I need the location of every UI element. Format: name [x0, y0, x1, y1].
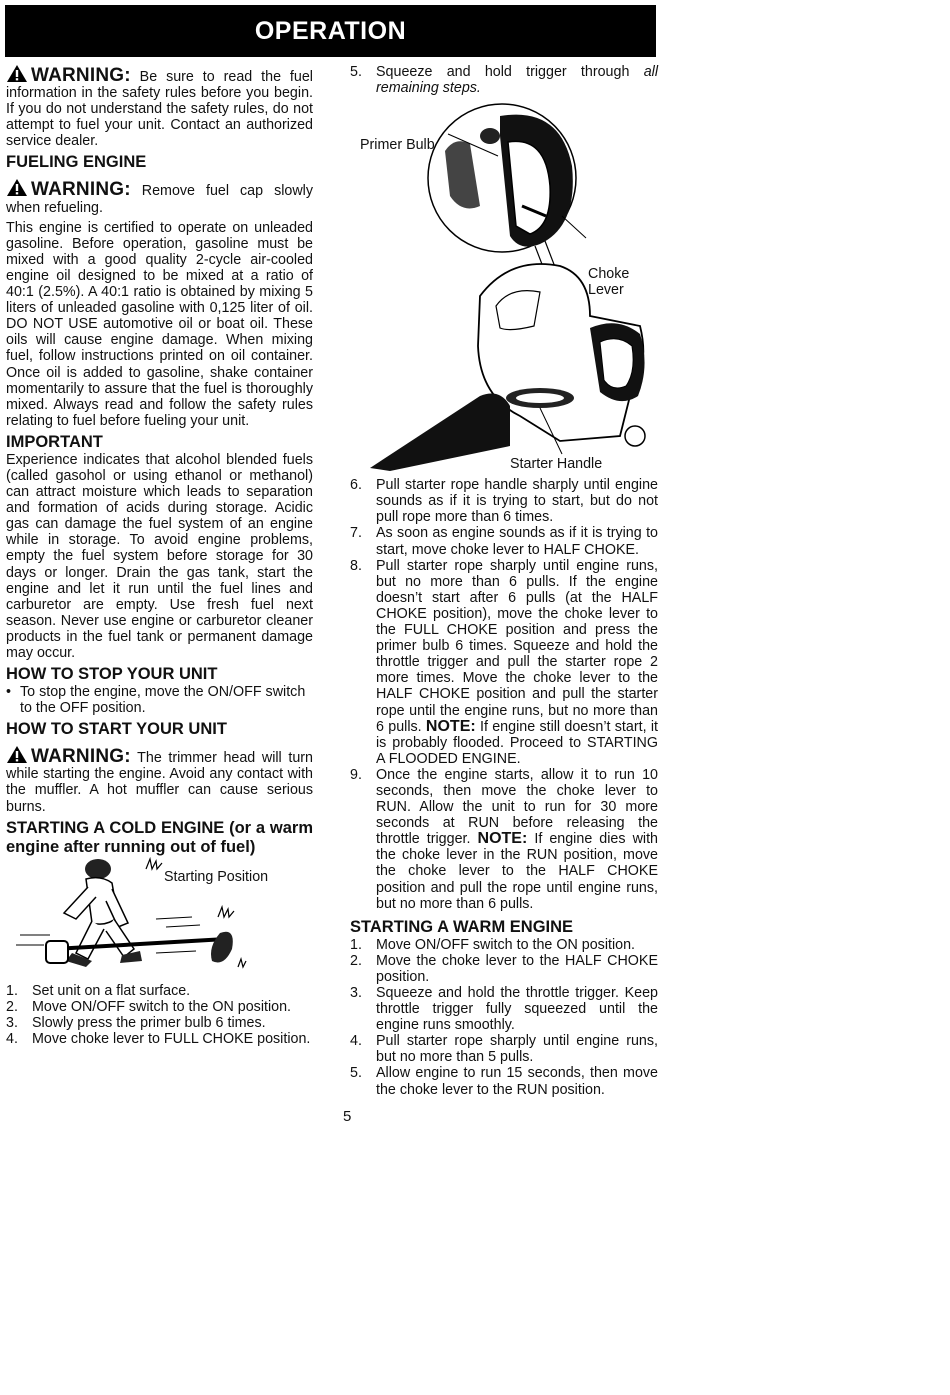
- engine-controls-figure: [350, 96, 658, 471]
- cold-engine-steps-6-9: [350, 477, 658, 912]
- list-item: 4. Pull starter rope sharply until engine runs, but no more than 5 pulls.: [350, 1033, 658, 1066]
- list-item: 3. Squeeze and hold the throttle trigger. Keep throttle trigger fully squeezed until the engine runs smoothly.: [350, 985, 658, 1034]
- stop-unit-text: To stop the engine, move the ON/OFF switch to the OFF position.: [20, 684, 306, 717]
- list-item: 2. Move ON/OFF switch to the ON position.: [6, 998, 292, 1015]
- note-label: NOTE:: [425, 717, 476, 735]
- list-item: 7. As soon as engine sounds as if it is trying to start, move choke lever to HALF CHOKE.: [350, 525, 658, 558]
- list-item: 2. Move the choke lever to the HALF CHOKE position.: [350, 952, 658, 985]
- left-column: [6, 64, 313, 1047]
- important-heading: IMPORTANT: [6, 432, 103, 451]
- cold-engine-steps: [6, 983, 313, 1047]
- section-title-banner: [5, 5, 656, 57]
- warning-label: WARNING:: [31, 65, 131, 86]
- fueling-engine-heading: FUELING ENGINE: [6, 153, 147, 172]
- starting-position-label: Starting Position: [164, 868, 269, 885]
- primer-bulb-label: Primer Bulb: [360, 137, 435, 154]
- warm-engine-steps: [350, 937, 658, 1098]
- cold-engine-steps-continued: [350, 64, 658, 96]
- choke-lever-label: Choke Lever: [588, 266, 630, 299]
- note-label: NOTE:: [477, 830, 528, 848]
- warning-text: Be sure to read the fuel information in the safety rules before you begin. If you do not understand the safety rules, do not attempt to fuel your unit. Contact an authorized service dealer.: [6, 69, 313, 150]
- list-item: 1. Move ON/OFF switch to the ON position.: [350, 936, 636, 953]
- warning-text: The trimmer head will turn while starting the engine. Avoid any contact with the muffler. A hot muffler can cause serious burns.: [6, 750, 313, 815]
- list-item: 4. Move choke lever to FULL CHOKE position.: [6, 1030, 311, 1047]
- warm-engine-heading: STARTING A WARM ENGINE: [350, 917, 574, 936]
- starter-handle-label: Starter Handle: [510, 456, 603, 473]
- warning-block-fuel-cap: [6, 178, 313, 215]
- list-item: 9. Once the engine starts, allow it to run 10 seconds, then move the choke lever to RUN. Allow the unit to run for 30 more seconds at RUN before releasing the throttle trigger. NOTE: If engine dies with the choke lever in the RUN position, move the choke lever to the HALF CHOKE position and pull the rope until engine runs, but no more than 6 pulls.: [350, 766, 659, 912]
- list-item: 6. Pull starter rope handle sharply until engine sounds as if it is trying to start, but do not pull rope more than 6 times.: [350, 477, 658, 526]
- list-item: 3. Slowly press the primer bulb 6 times.: [6, 1014, 266, 1031]
- bullet-dot: •: [6, 684, 12, 701]
- list-item: 1. Set unit on a flat surface.: [6, 982, 191, 999]
- warning-text: Remove fuel cap slowly when refueling.: [6, 183, 313, 216]
- warning-block-trimmer-head: [6, 745, 313, 814]
- start-unit-heading: HOW TO START YOUR UNIT: [6, 720, 227, 739]
- fueling-paragraph: This engine is certified to operate on unleaded gasoline. Before operation, gasoline must be mixed with a good quality 2-cycle air-cooled engine oil designed to be mixed at a ratio of 40:1 (2.5%). A 40:1 ratio is obtained by mixing 5 liters of unleaded gasoline with 0,125 liter of oil. DO NOT USE automotive oil or boat oil. These oils will cause engine damage. When mixing fuel, follow instructions printed on oil container. Once oil is added to gasoline, shake container momentarily to assure that the fuel is thoroughly mixed. Always read and follow the safety rules relating to fuel before fueling your unit.: [6, 219, 313, 429]
- important-paragraph: Experience indicates that alcohol blended fuels (called gasohol or using ethanol or methanol) can attract moisture which leads to separation and formation of acids during storage. Acidic gas can damage the fuel system of an engine while in storage. To avoid engine problems, empty the fuel system before storage for 30 days or longer. Drain the gas tank, start the engine and let it run until the fuel lines and carburetor are empty. Use fresh fuel next season. Never use engine or carburetor cleaner products in the fuel tank or permanent damage may occur.: [6, 451, 313, 661]
- page-title: OPERATION: [254, 16, 407, 45]
- stop-unit-bullet: [6, 684, 313, 716]
- warning-triangle-icon: [6, 745, 28, 764]
- list-item: 8. Pull starter rope sharply until engine runs, but no more than 6 pulls. If the engine doesn’t start after 6 pulls (at the HALF CHOKE position), move the choke lever to the FULL CHOKE position and press the primer bulb 6 times. Squeeze and hold the throttle trigger and pull the starter rope 2 more times. Move the choke lever to the HALF CHOKE position and pull the starter rope until the engine runs, but no more than 6 pulls. NOTE: If engine still doesn’t start, it is probably flooded. Proceed to STARTING A FLOODED ENGINE.: [350, 557, 658, 767]
- stop-unit-heading: HOW TO STOP YOUR UNIT: [6, 665, 218, 684]
- right-column: [350, 64, 658, 1098]
- list-item: 5. Squeeze and hold trigger through all remaining steps.: [350, 64, 658, 97]
- starting-position-figure: [6, 857, 313, 983]
- cold-engine-heading: STARTING A COLD ENGINE (or a warm engine after running out of fuel): [6, 818, 313, 856]
- page-number: 5: [343, 1108, 352, 1125]
- warning-label: WARNING:: [31, 179, 131, 201]
- warning-triangle-icon: [6, 64, 28, 83]
- warning-triangle-icon: [6, 178, 28, 197]
- list-item: 5. Allow engine to run 15 seconds, then move the choke lever to the RUN position.: [350, 1065, 658, 1098]
- warning-block-fuel-info: [6, 64, 313, 149]
- warning-label: WARNING:: [31, 746, 131, 768]
